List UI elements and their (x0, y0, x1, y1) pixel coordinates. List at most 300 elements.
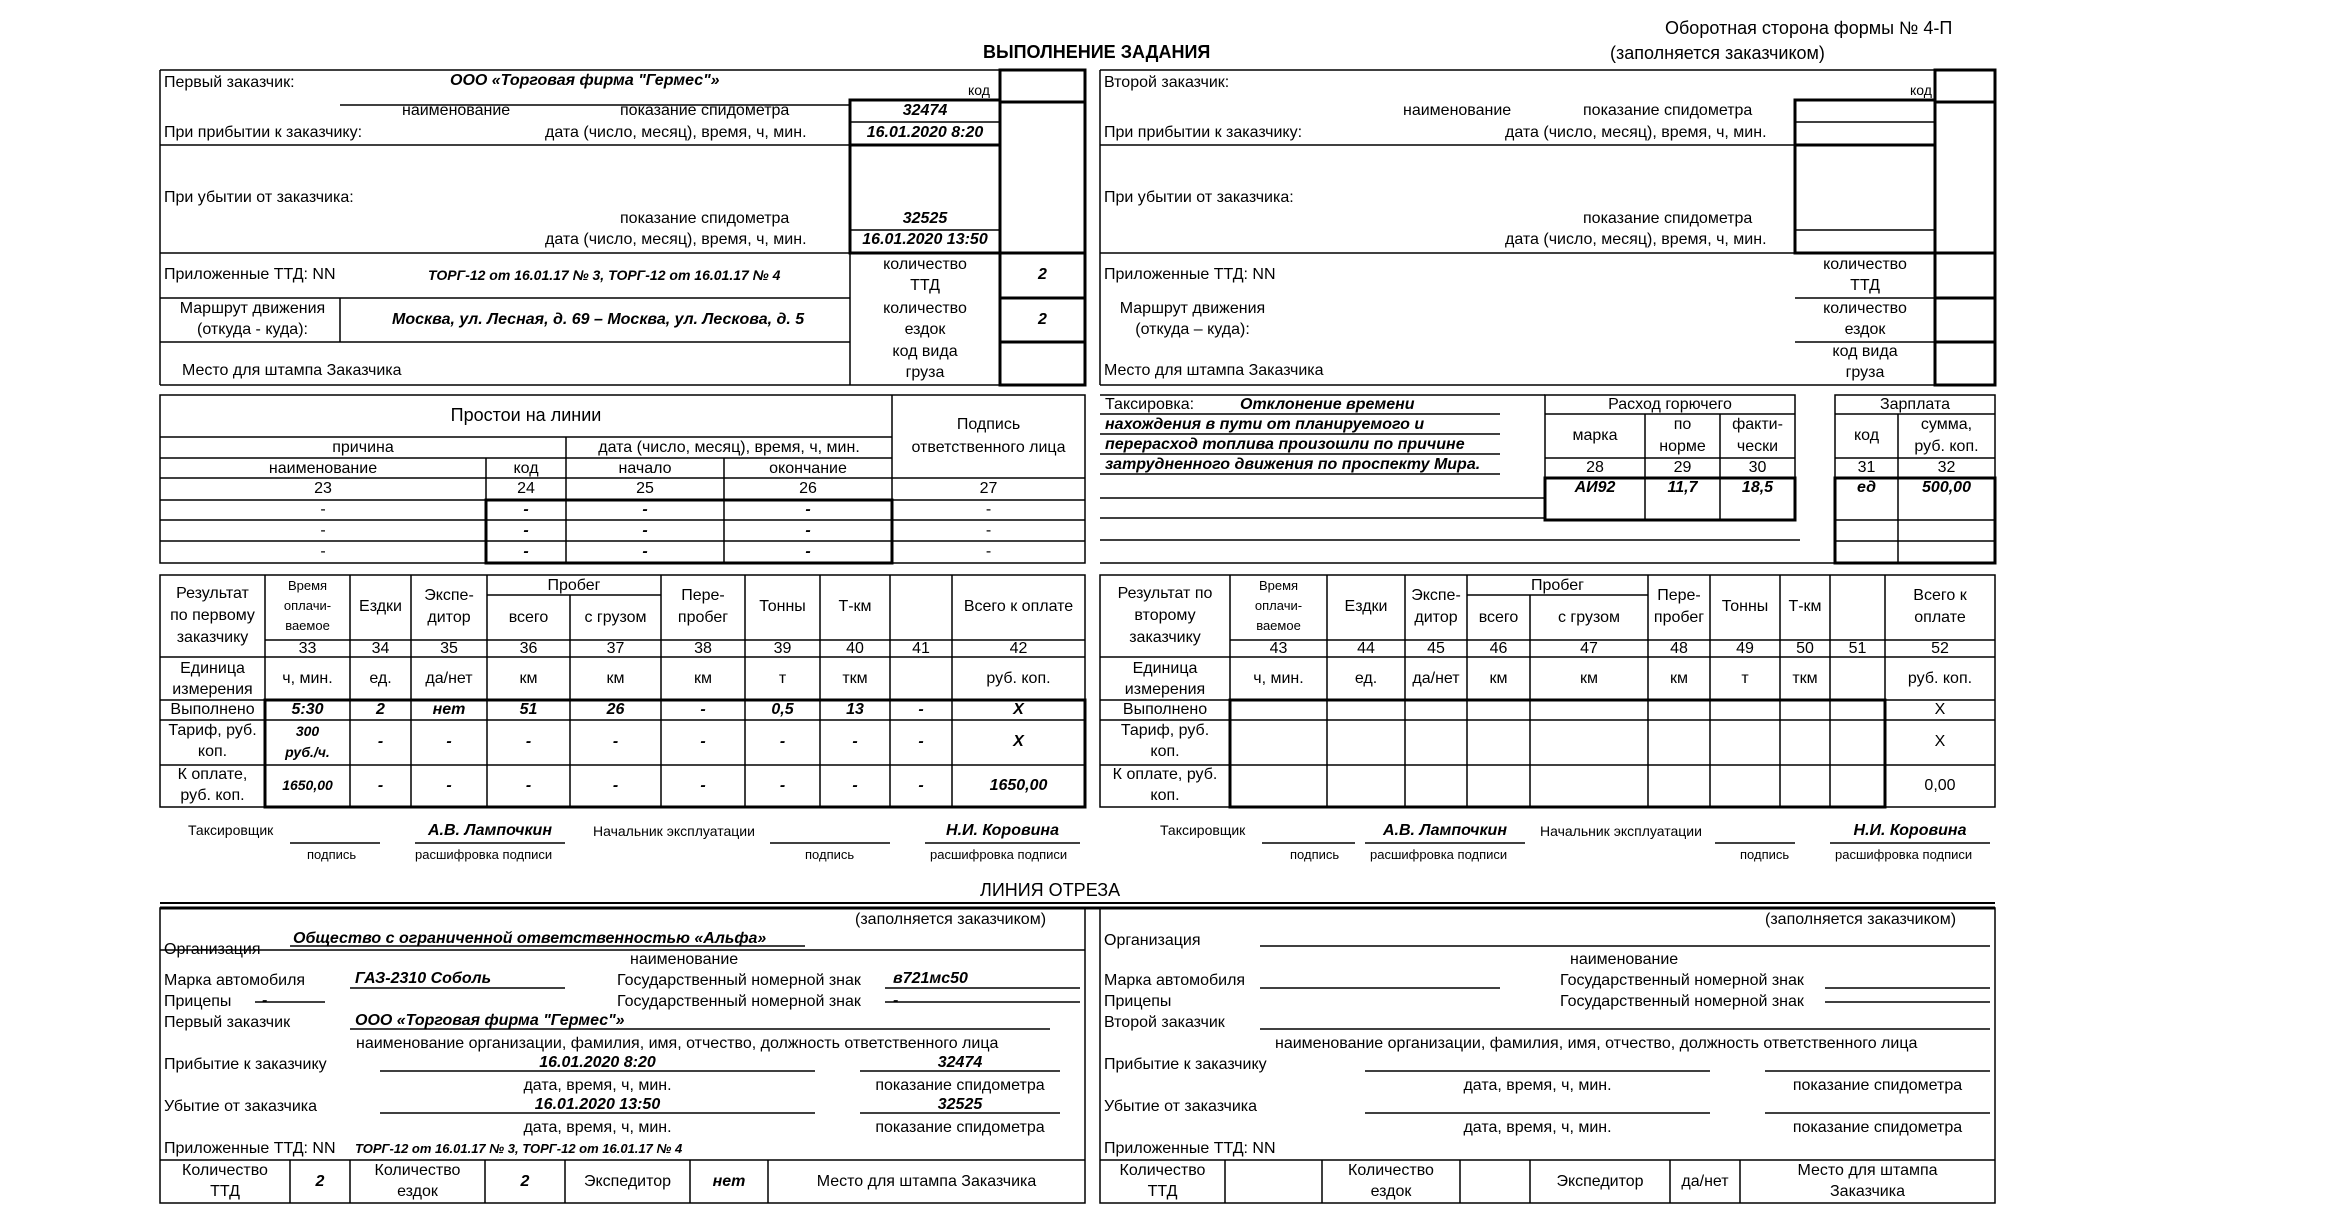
fuel-fact-header: факти- (1732, 416, 1783, 433)
unit-label: Единица (180, 660, 245, 677)
datetime-caption: дата (число, месяц), время, ч, мин. (545, 231, 807, 248)
org-value[interactable]: Общество с ограниченной ответственностью «Альфа» (293, 930, 767, 947)
mileage-header: Пробег (547, 577, 601, 594)
decode-caption: расшифровка подписи (415, 847, 553, 862)
mileage-total-header: всего (508, 609, 549, 626)
unit-cell: да/нет (1412, 670, 1460, 687)
pay-label: К оплате, руб. (1112, 766, 1218, 783)
qty-ttd-label: Количество (182, 1162, 268, 1179)
ttd-label: Приложенные ТТД: NN (1104, 266, 1276, 283)
done-cell[interactable]: 0,5 (771, 701, 794, 718)
downtime-code-col: код (513, 460, 539, 477)
downtime-cell[interactable]: - (523, 543, 529, 560)
tariff-cell[interactable]: X (1013, 733, 1024, 750)
ttd-label: Приложенные ТТД: NN (164, 266, 336, 283)
downtime-cell[interactable]: - (642, 501, 648, 518)
org-label: Организация (164, 941, 261, 958)
col-number: 36 (519, 640, 538, 657)
ttd-qty-label: количество (883, 256, 967, 273)
done-cell[interactable]: X (1013, 701, 1024, 718)
salary-sum-header: сумма, (1920, 416, 1973, 433)
speedo-caption: показание спидометра (875, 1077, 1045, 1094)
arrival-label: Прибытие к заказчику (164, 1056, 327, 1073)
downtime-cell[interactable]: - (805, 501, 811, 518)
unit-cell: км (1580, 670, 1598, 687)
plate-value[interactable]: в721мс50 (893, 970, 968, 987)
fuel-brand-header: марка (1572, 427, 1618, 444)
speedo-caption: показание спидометра (1792, 1119, 1963, 1136)
first-customer-value[interactable]: ООО «Торговая фирма "Гермес"» (450, 72, 720, 89)
yes-no-label: да/нет (1681, 1173, 1729, 1190)
col-number: 42 (1009, 640, 1028, 657)
pay-cell[interactable]: - (525, 777, 532, 794)
tariff-cell[interactable]: - (377, 733, 384, 750)
filled-by-note: (заполняется заказчиком) (1765, 911, 1957, 928)
ttd-qty-label-2: ТТД (910, 277, 940, 294)
decode-caption: расшифровка подписи (1835, 847, 1973, 862)
unit-cell: км (1489, 670, 1508, 687)
unit-cell: ед. (369, 670, 392, 687)
mileage-header: Пробег (1530, 577, 1584, 594)
pay-cell[interactable]: - (446, 777, 452, 794)
done-label: Выполнено (1122, 701, 1208, 718)
qty-trips-label: Количество (1348, 1162, 1434, 1179)
trips-label-2: ездок (1844, 321, 1886, 338)
done-cell[interactable]: 26 (606, 701, 625, 718)
total-pay-header: Всего к (1913, 587, 1967, 604)
name-caption: наименование (402, 102, 511, 119)
trailer-plate-value[interactable]: - (893, 992, 899, 1009)
datetime-caption: дата (число, месяц), время, ч, мин. (545, 124, 807, 141)
qty-trips-label-2: ездок (397, 1183, 438, 1200)
unit-label-2: измерения (1124, 681, 1206, 698)
tariff-cell[interactable]: - (779, 733, 786, 750)
chief-name[interactable]: Н.И. Коровина (946, 822, 1059, 839)
downtime-name-col: наименование (268, 460, 378, 477)
tariff-cell[interactable]: - (700, 733, 706, 750)
pay-total-cell[interactable]: 1650,00 (989, 777, 1048, 794)
arrival-label: При прибытии к заказчику: (164, 124, 363, 141)
signature-caption: подпись (805, 847, 855, 862)
col-number: 39 (773, 640, 792, 657)
pay-cell[interactable]: - (612, 777, 619, 794)
ttd-value[interactable]: ТОРГ-12 от 16.01.17 № 3, ТОРГ-12 от 16.01.17 № 4 (355, 1141, 683, 1156)
cargo-code-label: код вида (892, 343, 958, 360)
datetime-caption: дата, время, ч, мин. (523, 1119, 672, 1136)
code-label: код (968, 82, 990, 98)
fuel-norm-header-2: норме (1659, 438, 1706, 455)
downtime-cell[interactable]: - (320, 501, 326, 518)
downtime-cell[interactable]: - (523, 522, 529, 539)
arrival-speedo-value[interactable]: 32474 (937, 1054, 983, 1071)
done-cell[interactable]: 5:30 (291, 701, 324, 718)
tariff-total-cell[interactable]: X (1934, 733, 1946, 750)
taxation-line[interactable]: перерасход топлива произошли по причине (1105, 436, 1465, 453)
col-number: 52 (1931, 640, 1949, 657)
cut-line-label: ЛИНИЯ ОТРЕЗА (980, 880, 1121, 900)
overrun-header-2: пробег (1653, 609, 1705, 626)
name-caption: наименование (1570, 951, 1679, 968)
downtime-cell[interactable]: - (805, 543, 811, 560)
col-number: 47 (1580, 640, 1598, 657)
tons-header: Тонны (1721, 598, 1769, 615)
unit-cell: т (778, 670, 787, 687)
col-number: 34 (371, 640, 390, 657)
unit-cell: руб. коп. (1907, 670, 1973, 687)
departure-label: Убытие от заказчика (164, 1098, 318, 1115)
col-number: 26 (799, 480, 817, 497)
chief-label: Начальник эксплуатации (1540, 823, 1702, 839)
downtime-cell[interactable]: - (642, 522, 648, 539)
route-label-2: (откуда – куда): (1135, 321, 1250, 338)
paid-time-header-2: оплачи- (1254, 598, 1303, 613)
done-cell[interactable]: 2 (376, 701, 385, 718)
signature-caption: подпись (1740, 847, 1790, 862)
car-value[interactable]: ГАЗ-2310 Соболь (355, 970, 492, 987)
decode-caption: расшифровка подписи (1370, 847, 1508, 862)
arrival-label: При прибытии к заказчику: (1104, 124, 1303, 141)
col-number: 46 (1489, 640, 1508, 657)
customer-caption: наименование организации, фамилия, имя, отчество, должность ответственного лица (1275, 1035, 1918, 1052)
pay-label-2: руб. коп. (180, 787, 245, 804)
paid-time-header-2: оплачи- (283, 598, 332, 613)
unit-cell: км (1670, 670, 1688, 687)
trips-header: Ездки (359, 598, 402, 615)
datetime-caption: дата, время, ч, мин. (1463, 1077, 1612, 1094)
customer-label: Первый заказчик (164, 1014, 291, 1031)
salary-sum-header-2: руб. коп. (1914, 438, 1979, 455)
plate-label: Государственный номерной знак (617, 972, 861, 989)
tariff-value[interactable]: 300 (295, 723, 320, 739)
stamp-label-2: Заказчика (1830, 1183, 1905, 1200)
arrival-label: Прибытие к заказчику (1104, 1056, 1267, 1073)
cargo-code-label-2: груза (905, 364, 945, 381)
downtime-cell[interactable]: - (985, 522, 992, 539)
trailer-plate-label: Государственный номерной знак (1560, 993, 1804, 1010)
datetime-caption: дата (число, месяц), время, ч, мин. (1505, 231, 1767, 248)
overrun-header: Пере- (681, 587, 725, 604)
unit-cell: ед. (1354, 670, 1378, 687)
speedo-caption: показание спидометра (1792, 1077, 1963, 1094)
result-title: Результат (176, 585, 249, 602)
route-label: Маршрут движения (179, 300, 326, 317)
taxation-line[interactable]: нахождения в пути от планируемого и (1105, 416, 1425, 433)
col-number: 33 (298, 640, 317, 657)
col-number: 44 (1357, 640, 1375, 657)
pay-label-2: коп. (1150, 787, 1180, 804)
signature-caption: подпись (307, 847, 357, 862)
col-number: 24 (517, 480, 535, 497)
fuel-brand-value[interactable]: АИ92 (1574, 479, 1616, 496)
unit-cell: руб. коп. (986, 670, 1051, 687)
col-number: 32 (1937, 459, 1956, 476)
car-label: Марка автомобиля (164, 972, 306, 989)
first-customer-label: Первый заказчик: (164, 74, 295, 91)
departure-datetime-value[interactable]: 16.01.2020 13:50 (534, 1096, 661, 1113)
tariff-label: Тариф, руб. (1120, 722, 1210, 739)
result-title-2: по первому (170, 607, 255, 624)
cargo-code-label: код вида (1832, 343, 1898, 360)
forwarder-header-2: дитор (1414, 609, 1458, 626)
tariff-cell[interactable]: - (918, 733, 924, 750)
tkm-header: Т-км (1788, 598, 1822, 615)
downtime-cell[interactable]: - (985, 501, 992, 518)
col-number: 48 (1670, 640, 1688, 657)
done-cell[interactable]: - (918, 701, 924, 718)
trailers-label: Прицепы (1104, 993, 1172, 1010)
stamp-label: Место для штампа Заказчика (182, 362, 402, 379)
paid-time-header: Время (1258, 578, 1299, 593)
col-number: 31 (1857, 459, 1876, 476)
datetime-caption: дата (число, месяц), время, ч, мин. (1505, 124, 1767, 141)
name-caption: наименование (630, 951, 739, 968)
downtime-cell[interactable]: - (523, 501, 529, 518)
overrun-header-2: пробег (677, 609, 729, 626)
tariff-cell[interactable]: - (446, 733, 452, 750)
mileage-total-header: всего (1478, 609, 1519, 626)
speedo-caption: показание спидометра (620, 102, 790, 119)
ttd-qty-value[interactable]: 2 (1038, 266, 1047, 283)
paid-time-header: Время (287, 578, 328, 593)
col-number: 23 (314, 480, 332, 497)
unit-label: Единица (1132, 660, 1198, 677)
taxer-label: Таксировщик (1160, 822, 1246, 838)
unit-label-2: измерения (172, 681, 253, 698)
downtime-cell[interactable]: - (805, 522, 811, 539)
speedo-caption: показание спидометра (620, 210, 790, 227)
qty-ttd-label: Количество (1119, 1162, 1206, 1179)
downtime-reason-header: причина (332, 439, 394, 456)
tariff-cell[interactable]: - (852, 733, 858, 750)
taxer-name[interactable]: А.В. Лампочкин (428, 822, 552, 839)
trailer-plate-label: Государственный номерной знак (617, 993, 861, 1010)
col-number: 27 (979, 480, 998, 497)
unit-cell: ч, мин. (282, 670, 333, 687)
trips-header: Ездки (1344, 598, 1388, 615)
done-total-cell[interactable]: X (1934, 701, 1946, 718)
done-cell[interactable]: 51 (519, 701, 538, 718)
speedo-caption: показание спидометра (1583, 102, 1753, 119)
pay-total-cell[interactable]: 0,00 (1924, 777, 1956, 794)
salary-sum-value[interactable]: 500,00 (1922, 479, 1971, 496)
page-title: ВЫПОЛНЕНИЕ ЗАДАНИЯ (983, 42, 1211, 62)
fuel-fact-header-2: чески (1736, 438, 1779, 455)
taxation-line[interactable]: затрудненного движения по проспекту Мира. (1105, 456, 1481, 473)
pay-cell[interactable]: - (700, 777, 706, 794)
tariff-label: Тариф, руб. (168, 722, 257, 739)
done-cell[interactable]: - (700, 701, 706, 718)
result-title-3: заказчику (1129, 629, 1201, 646)
departure-label: Убытие от заказчика (1104, 1098, 1258, 1115)
pay-cell[interactable]: - (377, 777, 384, 794)
downtime-cell[interactable]: - (320, 522, 326, 539)
chief-name[interactable]: Н.И. Коровина (1853, 822, 1967, 839)
forwarder-header: Экспе- (1411, 587, 1461, 604)
downtime-cell[interactable]: - (320, 543, 326, 560)
pay-value[interactable]: 1650,00 (282, 777, 333, 793)
org-label: Организация (1104, 932, 1201, 949)
forwarder-label: Экспедитор (583, 1173, 672, 1190)
ttd-qty-label: количество (1823, 256, 1907, 273)
qty-ttd-label-2: ТТД (1147, 1183, 1178, 1200)
col-number: 38 (694, 640, 712, 657)
tariff-cell[interactable]: - (525, 733, 532, 750)
fuel-title: Расход горючего (1608, 396, 1732, 413)
stamp-label: Место для штампа Заказчика (816, 1173, 1037, 1190)
trips-label: количество (883, 300, 967, 317)
speedo-caption: показание спидометра (1583, 210, 1753, 227)
col-number: 30 (1748, 459, 1767, 476)
col-number: 28 (1586, 459, 1604, 476)
downtime-end-col: окончание (769, 460, 847, 477)
overrun-header: Пере- (1657, 587, 1701, 604)
datetime-caption: дата, время, ч, мин. (523, 1077, 672, 1094)
salary-code-header: код (1853, 427, 1880, 444)
forwarder-header: Экспе- (424, 587, 474, 604)
speedo-caption: показание спидометра (875, 1119, 1045, 1136)
col-number: 41 (912, 640, 930, 657)
unit-cell: да/нет (425, 670, 473, 687)
unit-cell: км (606, 670, 625, 687)
fuel-fact-value[interactable]: 18,5 (1741, 479, 1774, 496)
stamp-label: Место для штампа Заказчика (1104, 362, 1324, 379)
col-number: 25 (636, 480, 654, 497)
chief-label: Начальник эксплуатации (593, 823, 755, 839)
qty-trips-label: Количество (374, 1162, 461, 1179)
result-title-3: заказчику (176, 629, 249, 646)
col-number: 51 (1848, 640, 1867, 657)
pay-cell[interactable]: - (779, 777, 786, 794)
filled-by-note: (заполняется заказчиком) (1610, 43, 1825, 63)
trips-label: количество (1823, 300, 1907, 317)
taxer-name[interactable]: А.В. Лампочкин (1383, 822, 1507, 839)
unit-cell: км (519, 670, 538, 687)
ttd-label: Приложенные ТТД: NN (164, 1140, 336, 1157)
fuel-norm-header: по (1673, 416, 1692, 433)
arrival-datetime-value[interactable]: 16.01.2020 8:20 (866, 124, 984, 141)
second-customer-label: Второй заказчик: (1104, 74, 1230, 91)
tariff-label-2: коп. (197, 743, 228, 760)
salary-code-value[interactable]: ед (1857, 479, 1876, 496)
downtime-signature-header: Подпись (956, 416, 1021, 433)
customer-label: Второй заказчик (1104, 1014, 1225, 1031)
customer-value[interactable]: ООО «Торговая фирма "Гермес"» (355, 1012, 625, 1029)
signature-caption: подпись (1290, 847, 1340, 862)
mileage-cargo-header: с грузом (584, 609, 647, 626)
col-number: 37 (606, 640, 625, 657)
downtime-title: Простои на линии (450, 405, 602, 425)
done-cell[interactable]: нет (432, 701, 466, 718)
departure-label: При убытии от заказчика: (1104, 189, 1294, 206)
tariff-cell[interactable]: - (612, 733, 619, 750)
trailers-value[interactable]: - (262, 992, 268, 1009)
forwarder-header-2: дитор (427, 609, 471, 626)
filled-by-note: (заполняется заказчиком) (855, 911, 1047, 928)
downtime-start-col: начало (618, 460, 672, 477)
tkm-header: Т-км (838, 598, 872, 615)
route-label-2: (откуда - куда): (197, 321, 308, 338)
forwarder-label: Экспедитор (1556, 1173, 1644, 1190)
departure-label: При убытии от заказчика: (164, 189, 354, 206)
done-cell[interactable]: 13 (846, 701, 864, 718)
col-number: 29 (1673, 459, 1692, 476)
col-number: 40 (846, 640, 864, 657)
unit-cell: т (1741, 670, 1749, 687)
cargo-code-label-2: груза (1845, 364, 1885, 381)
departure-speedo-value[interactable]: 32525 (902, 210, 948, 227)
qty-trips-label-2: ездок (1370, 1183, 1412, 1200)
forwarder-value[interactable]: нет (712, 1173, 746, 1190)
unit-cell: ткм (1792, 670, 1818, 687)
result-title: Результат по (1117, 585, 1213, 602)
tons-header: Тонны (759, 598, 806, 615)
departure-datetime-value[interactable]: 16.01.2020 13:50 (862, 231, 988, 248)
trips-qty-value[interactable]: 2 (1038, 311, 1047, 328)
qty-ttd-value[interactable]: 2 (315, 1173, 325, 1190)
form-side-label: Оборотная сторона формы № 4-П (1665, 18, 1953, 38)
taxation-line[interactable]: Отклонение времени (1240, 396, 1415, 413)
trips-label-2: ездок (904, 321, 946, 338)
unit-cell: ткм (842, 670, 868, 687)
pay-cell[interactable]: - (852, 777, 858, 794)
paid-time-header-3: ваемое (285, 618, 330, 633)
total-pay-header: Всего к оплате (963, 598, 1074, 615)
unit-cell: ч, мин. (1253, 670, 1304, 687)
col-number: 35 (440, 640, 458, 657)
trailers-label: Прицепы (164, 993, 232, 1010)
mileage-cargo-header: с грузом (1557, 609, 1621, 626)
ttd-value[interactable]: ТОРГ-12 от 16.01.17 № 3, ТОРГ-12 от 16.01.17 № 4 (428, 267, 781, 283)
arrival-datetime-value[interactable]: 16.01.2020 8:20 (539, 1054, 656, 1071)
stamp-label: Место для штампа (1797, 1162, 1938, 1179)
tariff-value-unit[interactable]: руб./ч. (285, 744, 330, 760)
done-label: Выполнено (170, 701, 255, 718)
qty-trips-value[interactable]: 2 (520, 1173, 530, 1190)
departure-speedo-value[interactable]: 32525 (937, 1096, 983, 1113)
tariff-label-2: коп. (1150, 743, 1180, 760)
ttd-qty-label-2: ТТД (1850, 277, 1880, 294)
name-caption: наименование (1403, 102, 1512, 119)
datetime-caption: дата, время, ч, мин. (1463, 1119, 1612, 1136)
col-number: 49 (1736, 640, 1754, 657)
pay-cell[interactable]: - (918, 777, 924, 794)
qty-ttd-label-2: ТТД (210, 1183, 240, 1200)
route-value[interactable]: Москва, ул. Лесная, д. 69 – Москва, ул. Лескова, д. 5 (392, 311, 805, 328)
arrival-speedo-value[interactable]: 32474 (902, 102, 948, 119)
downtime-signature-header-2: ответственного лица (911, 439, 1066, 456)
result-title-2: второму (1134, 607, 1196, 624)
taxation-label: Таксировка: (1105, 396, 1195, 413)
route-label: Маршрут движения (1119, 300, 1266, 317)
decode-caption: расшифровка подписи (930, 847, 1068, 862)
col-number: 45 (1427, 640, 1445, 657)
col-number: 43 (1269, 640, 1288, 657)
salary-title: Зарплата (1879, 396, 1951, 413)
car-label: Марка автомобиля (1104, 972, 1246, 989)
downtime-cell[interactable]: - (642, 543, 648, 560)
ttd-label: Приложенные ТТД: NN (1104, 1140, 1276, 1157)
downtime-cell[interactable]: - (985, 543, 992, 560)
total-pay-header-2: оплате (1914, 609, 1966, 626)
fuel-norm-value[interactable]: 11,7 (1667, 479, 1698, 496)
col-number: 50 (1796, 640, 1814, 657)
pay-label: К оплате, (177, 766, 248, 783)
code-label: код (1910, 82, 1932, 98)
unit-cell: км (694, 670, 712, 687)
downtime-datetime-header: дата (число, месяц), время, ч, мин. (598, 439, 860, 456)
customer-caption: наименование организации, фамилия, имя, отчество, должность ответственного лица (356, 1035, 999, 1052)
plate-label: Государственный номерной знак (1560, 972, 1804, 989)
